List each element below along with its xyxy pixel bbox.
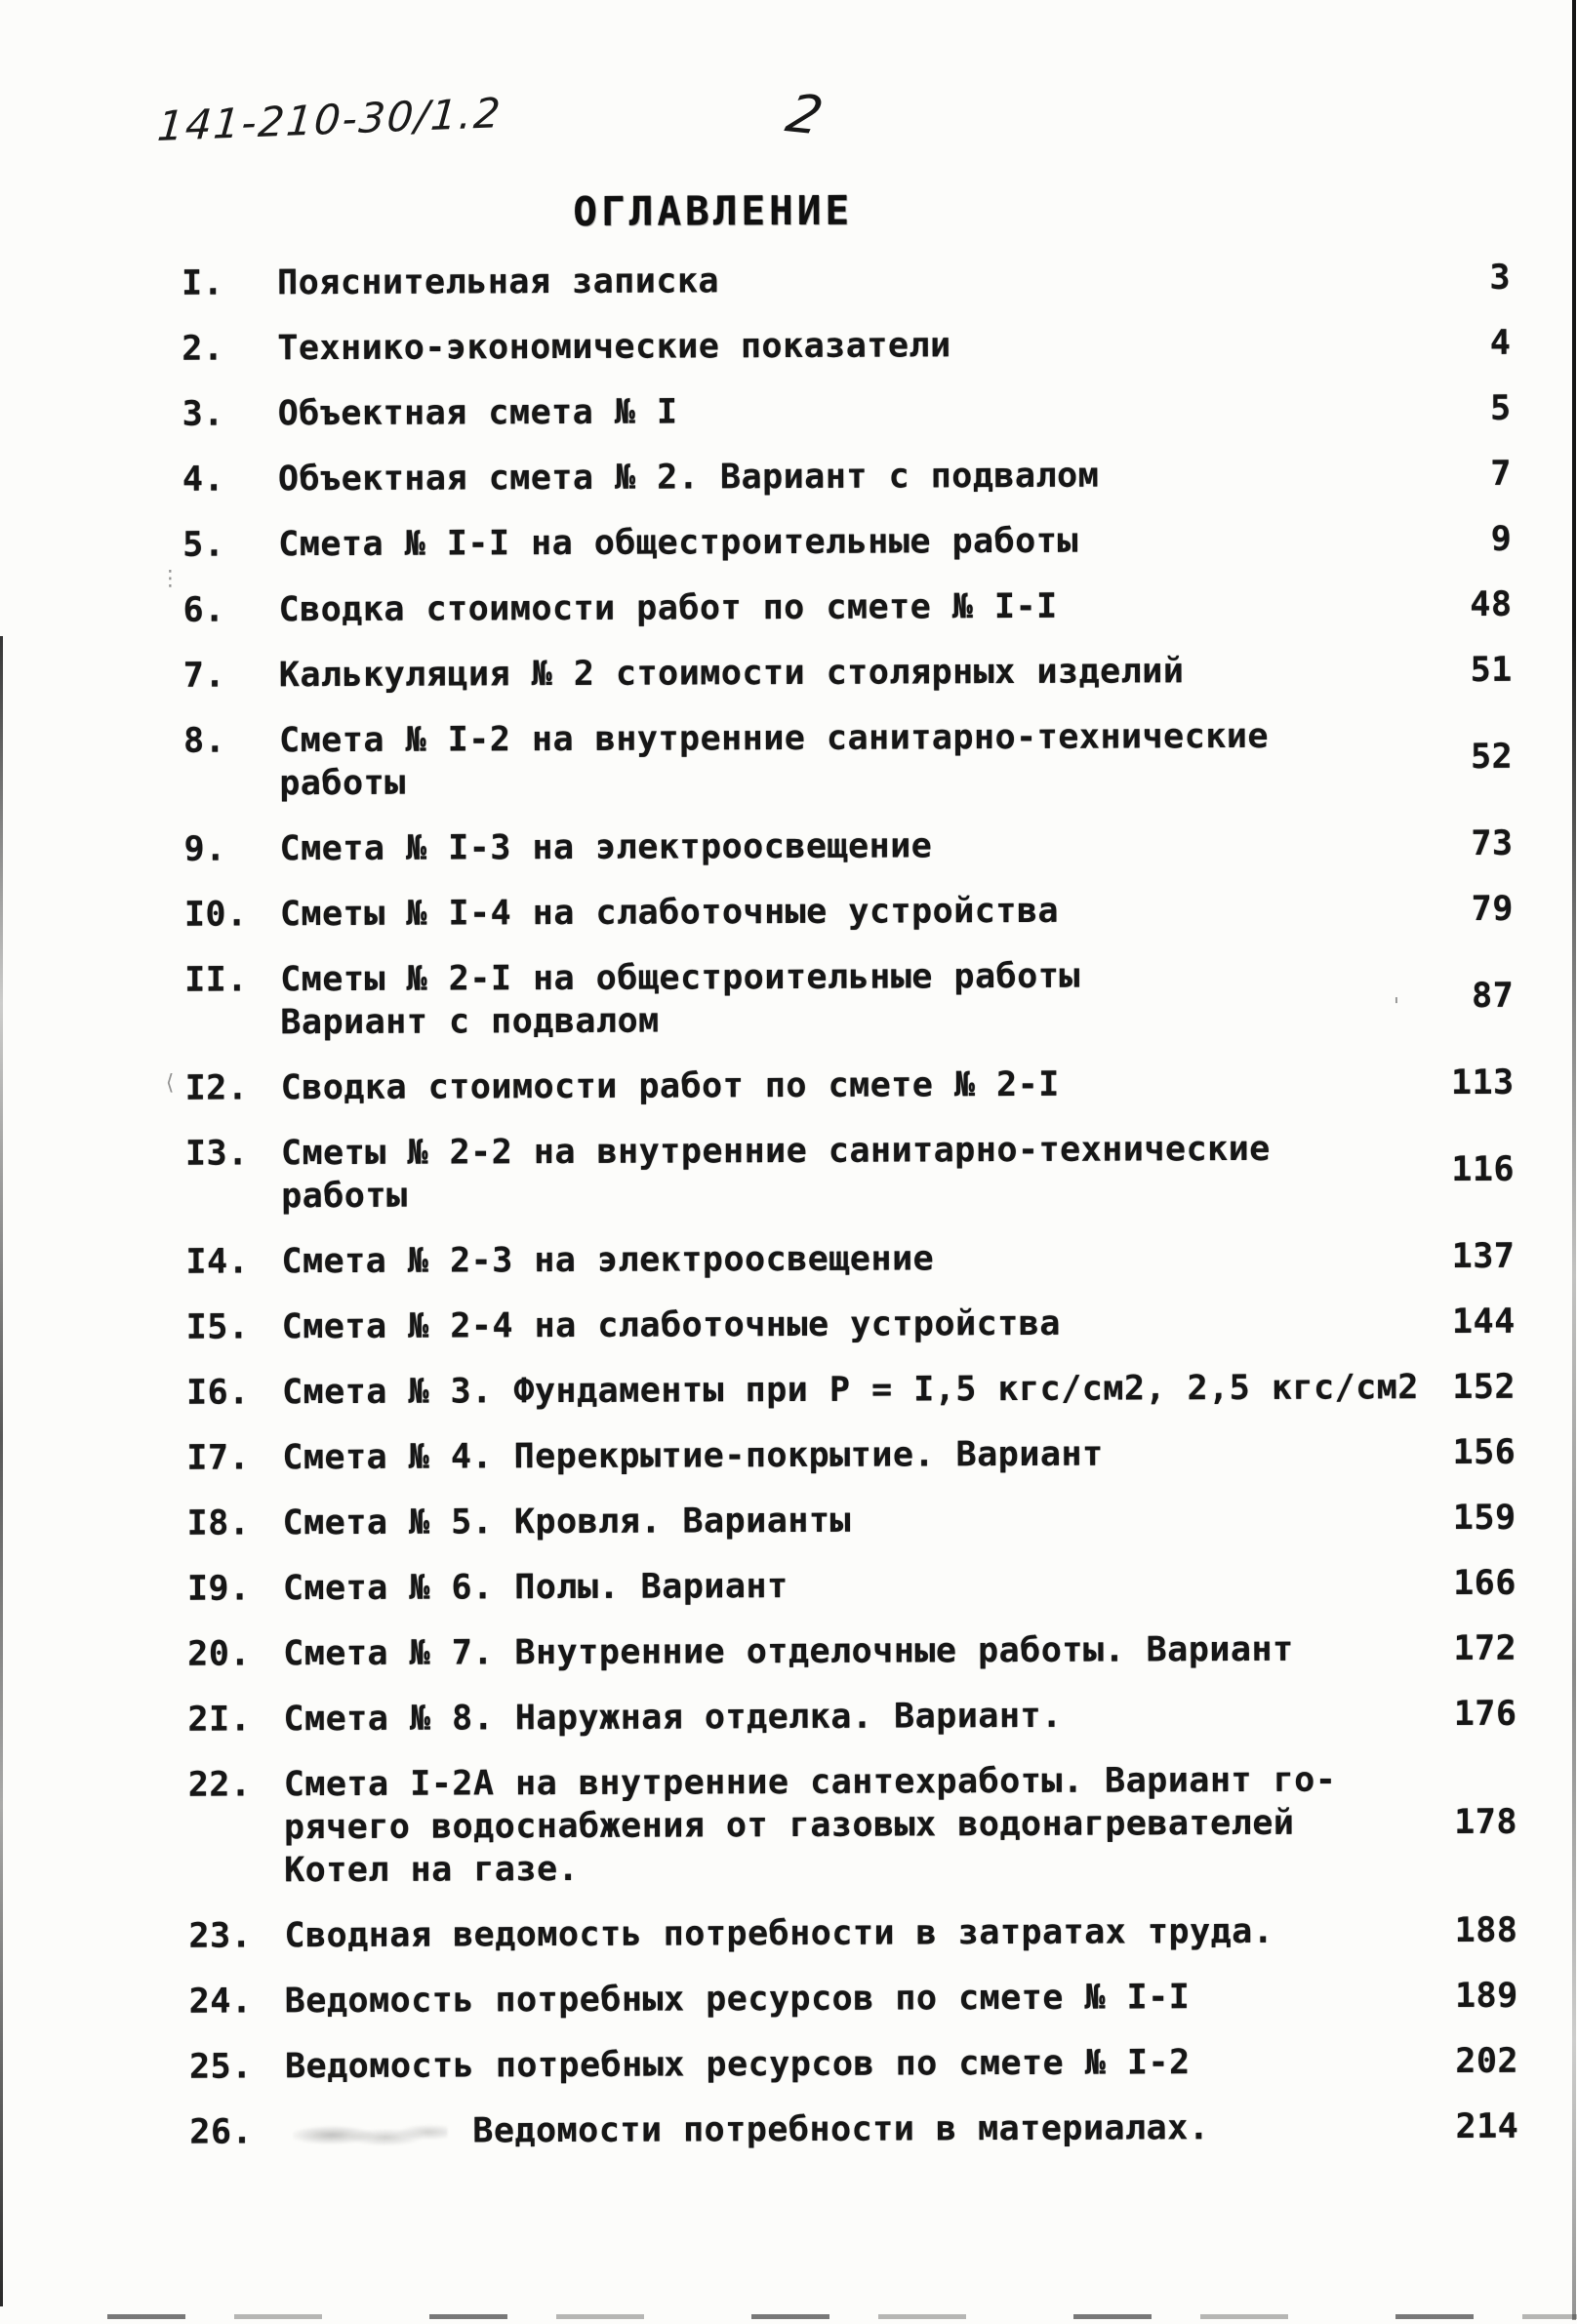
toc-line [284, 1844, 1389, 1892]
toc-page-number: 87 [1472, 976, 1515, 1016]
toc-item-text [284, 1758, 1390, 1892]
toc-line [283, 1627, 1388, 1675]
toc-page-number: 113 [1450, 1062, 1515, 1103]
toc-row [187, 1497, 1532, 1545]
toc-item-number: II. [184, 960, 248, 1000]
toc-row [186, 1366, 1531, 1415]
toc-item-text [285, 2040, 1390, 2088]
toc-item-text [283, 1497, 1388, 1544]
toc-line [281, 1170, 1386, 1218]
toc-line [284, 1801, 1389, 1849]
toc-line-text: Смета № 3. Фундаменты при Р = I,5 кгс/см2, 2,5 кгс/см2 [281, 1368, 1420, 1413]
toc-item-text [285, 1975, 1390, 2023]
toc-item-text [280, 822, 1385, 870]
toc-line [277, 322, 1382, 370]
toc-item-text [283, 1627, 1388, 1675]
toc-line-text: работы [279, 763, 406, 804]
toc-row [182, 453, 1527, 501]
toc-page-number: 79 [1471, 889, 1514, 929]
toc-line-text: Смета № I-3 на электроосвещение [279, 826, 933, 869]
toc-line [283, 1497, 1388, 1544]
toc-line [280, 953, 1385, 1001]
toc-page-number: 52 [1470, 737, 1514, 777]
toc-row [182, 583, 1527, 632]
table-of-contents [182, 257, 1535, 2177]
toc-item-text [285, 2105, 1390, 2153]
toc-line-text: Смета № 7. Внутренние отделочные работы. Вариант [283, 1629, 1294, 1674]
toc-line-text: Ведомости потребности в материалах. [472, 2108, 1210, 2151]
toc-item-text [281, 1062, 1386, 1109]
toc-row [189, 2105, 1534, 2154]
toc-item-number: I6. [185, 1373, 250, 1413]
toc-line-text: Сметы № I-4 на слаботочные устройства [279, 891, 1060, 935]
toc-item-text [281, 1235, 1386, 1283]
toc-line-text: Смета № 6. Полы. Вариант [282, 1567, 788, 1609]
toc-row [182, 257, 1526, 305]
toc-item-number: I3. [184, 1134, 249, 1174]
toc-line [285, 2105, 1390, 2153]
toc-item-number: 20. [187, 1634, 252, 1674]
toc-row [189, 2040, 1534, 2089]
toc-line-text: Калькуляция № 2 стоимости столярных изделий [278, 652, 1185, 696]
toc-line [278, 583, 1383, 631]
toc-item-number: 24. [188, 1982, 253, 2022]
toc-line [282, 1431, 1387, 1479]
toc-line-text: Ведомость потребных ресурсов по смете № I-2 [284, 2043, 1191, 2087]
scan-edge-left [0, 636, 3, 2306]
toc-page-number: 144 [1451, 1302, 1516, 1342]
toc-row [185, 1235, 1530, 1284]
document-code-handwritten: 141-210-30/1.2 [155, 89, 505, 151]
toc-page-number: 189 [1454, 1976, 1518, 2017]
toc-page-number: 5 [1489, 388, 1512, 428]
toc-item-number: 23. [188, 1916, 253, 1956]
toc-line [280, 822, 1385, 870]
toc-line-text: Смета № 5. Кровля. Варианты [282, 1501, 852, 1543]
toc-row [182, 518, 1527, 567]
toc-line-text: Смета I-2А на внутренние сантехработы. Вариант го- [283, 1760, 1337, 1805]
toc-item-text [277, 257, 1382, 304]
toc-page-number: 116 [1451, 1149, 1516, 1190]
toc-item-text [283, 1562, 1388, 1610]
toc-line-text: Объектная смета № I [277, 392, 678, 434]
toc-item-number: 5. [182, 525, 225, 565]
toc-line-text: Смета № 4. Перекрытие-покрытие. Вариант [282, 1434, 1104, 1478]
page-number-handwritten: 2 [780, 82, 829, 147]
toc-page-number: 178 [1454, 1802, 1518, 1843]
toc-item-number: I0. [183, 895, 248, 935]
toc-item-number: I. [181, 263, 224, 303]
toc-page-number: 51 [1470, 650, 1513, 690]
toc-line [283, 1693, 1388, 1741]
toc-item-number: 9. [183, 829, 226, 869]
toc-item-number: I7. [186, 1438, 251, 1478]
toc-item-number: I5. [185, 1307, 250, 1347]
scan-edge-bottom [0, 2314, 1577, 2319]
toc-item-number: 25. [188, 2047, 253, 2087]
toc-line [281, 1127, 1386, 1175]
toc-line [279, 714, 1384, 762]
toc-line [278, 453, 1383, 501]
toc-line-text: Сводная ведомость потребности в затратах труда. [284, 1911, 1274, 1956]
toc-line [285, 2040, 1390, 2088]
toc-row [184, 888, 1529, 937]
toc-page-number: 214 [1455, 2106, 1519, 2147]
toc-line-text: Котел на газе. [284, 1849, 580, 1891]
toc-row [185, 1062, 1530, 1110]
toc-line [277, 257, 1382, 304]
toc-item-text [280, 953, 1385, 1044]
toc-item-text [277, 322, 1382, 370]
toc-line [278, 518, 1383, 566]
toc-line-text: Смета № I-2 на внутренние санитарно-технические [279, 716, 1270, 761]
toc-line [284, 1758, 1389, 1806]
toc-line-text: Сводка стоимости работ по смете № I-I [278, 586, 1058, 630]
toc-item-number: I8. [186, 1503, 251, 1543]
toc-item-text [280, 888, 1385, 936]
toc-item-text [282, 1431, 1387, 1479]
toc-item-number: 2I. [187, 1700, 252, 1740]
toc-line [285, 1975, 1390, 2023]
toc-line-text: Технико-экономические показатели [277, 326, 951, 369]
toc-row [183, 649, 1528, 698]
toc-line [282, 1301, 1387, 1348]
toc-item-text [282, 1301, 1387, 1348]
toc-page-number: 166 [1453, 1563, 1516, 1604]
toc-page-number: 172 [1453, 1628, 1517, 1669]
toc-row [184, 822, 1529, 871]
toc-row [186, 1301, 1531, 1349]
toc-line [283, 1562, 1388, 1610]
toc-row [186, 1431, 1531, 1480]
scan-artifact: ' [1390, 994, 1403, 1020]
toc-row [189, 1975, 1534, 2023]
toc-item-text [281, 1127, 1386, 1218]
toc-item-number: 7. [182, 656, 226, 696]
toc-line-text: Смета № 2-3 на электроосвещение [281, 1239, 935, 1282]
toc-line [284, 1909, 1389, 1957]
erased-text-smudge [293, 2121, 447, 2147]
toc-line-text: Смета № 2-4 на слаботочные устройства [281, 1303, 1061, 1347]
toc-line-text: работы [281, 1176, 408, 1217]
toc-line-text: Сметы № 2-I на общестроительные работы [280, 956, 1081, 1000]
toc-line [279, 649, 1384, 697]
toc-row [185, 1127, 1530, 1219]
toc-item-text [278, 387, 1383, 435]
toc-line-text: Вариант с подвалом [280, 1001, 660, 1043]
scan-edge-right [1572, 0, 1576, 2320]
toc-page-number: 152 [1452, 1367, 1516, 1408]
toc-item-number: 2. [182, 329, 224, 369]
toc-item-number: 8. [183, 721, 226, 761]
page-title: ОГЛАВЛЕНИЕ [573, 186, 854, 235]
toc-page-number: 159 [1452, 1498, 1516, 1539]
toc-item-text [279, 714, 1384, 805]
toc-line-text: Сметы № 2-2 на внутренние санитарно-технические [280, 1129, 1271, 1174]
toc-page-number: 188 [1454, 1910, 1518, 1951]
toc-row [184, 953, 1529, 1045]
scan-artifact: ⋮ [159, 566, 182, 591]
toc-line-text: Сводка стоимости работ по смете № 2-I [280, 1064, 1060, 1108]
toc-page-number: 3 [1489, 258, 1512, 298]
toc-line [281, 1235, 1386, 1283]
toc-item-number: 4. [182, 460, 225, 500]
toc-item-text [278, 518, 1383, 566]
toc-line [279, 757, 1384, 805]
toc-line [278, 387, 1383, 435]
toc-page-number: 9 [1490, 519, 1513, 559]
toc-row [183, 714, 1528, 806]
toc-line-text: Смета № 8. Наружная отделка. Вариант. [283, 1696, 1063, 1740]
toc-item-text [284, 1909, 1389, 1957]
toc-page-number: 4 [1489, 323, 1512, 363]
toc-item-number: I9. [186, 1569, 251, 1609]
toc-page-number: 73 [1471, 823, 1514, 863]
toc-row [188, 1758, 1534, 1893]
toc-row [187, 1693, 1532, 1742]
toc-page-number: 156 [1452, 1432, 1516, 1473]
toc-line [280, 996, 1385, 1044]
toc-row [182, 387, 1527, 436]
toc-item-text [278, 583, 1383, 631]
toc-item-number: 22. [187, 1765, 252, 1805]
toc-item-text [279, 649, 1384, 697]
toc-row [182, 322, 1526, 371]
scan-artifact: ⟨ [163, 1070, 177, 1096]
toc-page-number: 202 [1455, 2041, 1519, 2082]
toc-line [281, 1062, 1386, 1109]
toc-line-text: Ведомость потребных ресурсов по смете № I-I [284, 1978, 1191, 2022]
toc-item-text [281, 1366, 1420, 1414]
toc-line [281, 1366, 1420, 1414]
toc-line [280, 888, 1385, 936]
toc-item-number: 26. [189, 2112, 254, 2152]
toc-item-number: 3. [182, 394, 224, 434]
toc-page-number: 176 [1453, 1694, 1517, 1735]
toc-page-number: 7 [1490, 454, 1513, 494]
toc-item-number: I2. [184, 1068, 249, 1108]
toc-item-number: 6. [182, 590, 225, 630]
toc-line-text: Пояснительная записка [276, 261, 720, 303]
toc-row [187, 1627, 1532, 1676]
toc-item-text [278, 453, 1383, 501]
toc-page-number: 137 [1451, 1236, 1516, 1277]
toc-line-text: рячего водоснабжения от газовых водонагревателей [283, 1803, 1295, 1848]
toc-item-text [283, 1693, 1388, 1741]
toc-line-text: Смета № I-I на общестроительные работы [278, 521, 1079, 565]
toc-row [188, 1909, 1533, 1958]
toc-item-number: I4. [185, 1242, 250, 1282]
toc-row [187, 1562, 1532, 1611]
toc-page-number: 48 [1470, 584, 1513, 624]
toc-line-text: Объектная смета № 2. Вариант с подвалом [277, 456, 1100, 500]
